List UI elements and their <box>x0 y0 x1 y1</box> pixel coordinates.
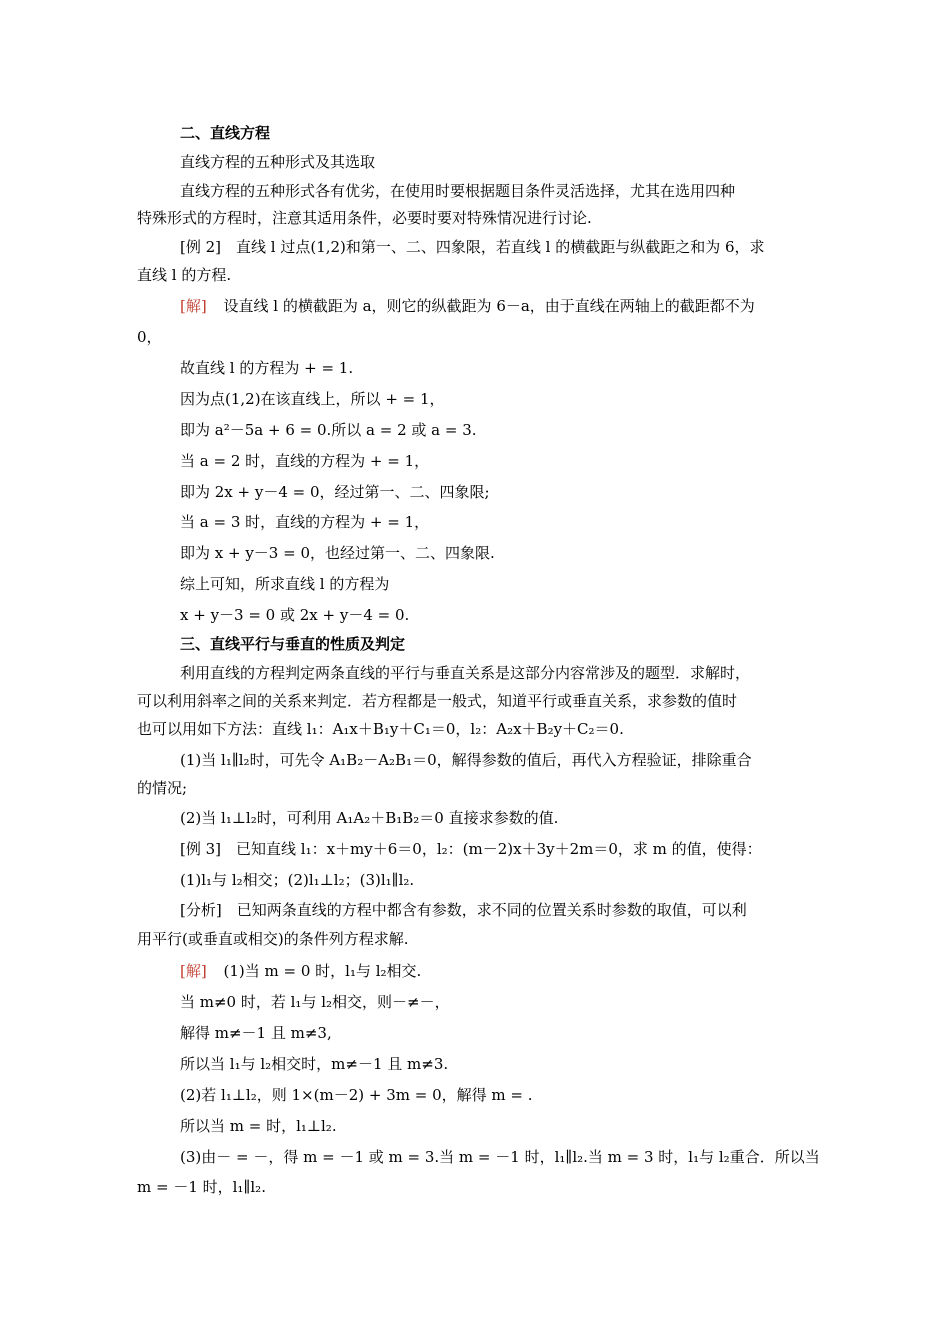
paragraph-line: 的情况; <box>137 779 188 797</box>
paragraph-line: 直线方程的五种形式各有优劣，在使用时要根据题目条件灵活选择，尤其在选用四种 <box>180 182 736 200</box>
subheading: 直线方程的五种形式及其选取 <box>180 153 376 171</box>
paragraph-line: 特殊形式的方程时，注意其适用条件，必要时要对特殊情况进行讨论. <box>137 209 592 227</box>
example-2-line: 直线 l 的方程. <box>137 266 232 284</box>
solution-line: 即为 2x + y－4 = 0，经过第一、二、四象限; <box>180 483 490 501</box>
solution-line: 所以当 l₁与 l₂相交时，m≠－1 且 m≠3. <box>180 1055 449 1073</box>
solution-line: 即为 x + y－3 = 0，也经过第一、二、四象限. <box>180 544 495 562</box>
example-3-line: (1)l₁与 l₂相交；(2)l₁⊥l₂；(3)l₁∥l₂. <box>180 871 415 889</box>
solution-line: 综上可知，所求直线 l 的方程为 <box>180 575 390 593</box>
solution-line: x + y－3 = 0 或 2x + y－4 = 0. <box>180 606 410 624</box>
solution-tag: [解] <box>180 962 207 980</box>
analysis-line: [分析] 已知两条直线的方程中都含有参数，求不同的位置关系时参数的取值，可以利 <box>180 901 747 919</box>
solution-line: 0， <box>137 328 162 346</box>
solution-line: 当 a = 2 时，直线的方程为 + = 1， <box>180 452 430 470</box>
paragraph-line: (1)当 l₁∥l₂时，可先令 A₁B₂－A₂B₁＝0，解得参数的值后，再代入方程验证，排除重合 <box>180 751 752 769</box>
section-heading-parallel-perpendicular: 三、直线平行与垂直的性质及判定 <box>180 635 406 653</box>
solution-line: 所以当 m = 时，l₁⊥l₂. <box>180 1117 337 1135</box>
solution-line: 当 a = 3 时，直线的方程为 + = 1， <box>180 513 430 531</box>
section-heading-line-equation: 二、直线方程 <box>180 124 271 142</box>
solution-line: 故直线 l 的方程为 + = 1. <box>180 359 354 377</box>
solution-line: 因为点(1,2)在该直线上，所以 + = 1， <box>180 390 445 408</box>
solution-line: 即为 a²－5a + 6 = 0.所以 a = 2 或 a = 3. <box>180 421 477 439</box>
solution-text: 设直线 l 的横截距为 a，则它的纵截距为 6－a，由于直线在两轴上的截距都不为 <box>223 297 755 315</box>
solution-line: 解得 m≠－1 且 m≠3, <box>180 1024 332 1042</box>
solution-text: (1)当 m = 0 时，l₁与 l₂相交. <box>223 962 422 980</box>
analysis-line: 用平行(或垂直或相交)的条件列方程求解. <box>137 930 409 948</box>
solution-line <box>180 961 830 981</box>
solution-tag: [解] <box>180 297 207 315</box>
paragraph-line: 也可以用如下方法：直线 l₁：A₁x＋B₁y＋C₁＝0，l₂：A₂x＋B₂y＋C₂＝0. <box>137 720 624 738</box>
example-3-line: [例 3] 已知直线 l₁：x＋my＋6＝0，l₂：(m－2)x＋3y＋2m＝0，求 m 的值，使得： <box>180 840 762 858</box>
solution-line: m = －1 时，l₁∥l₂. <box>137 1178 266 1196</box>
solution-line: (2)若 l₁⊥l₂，则 1×(m－2) + 3m = 0，解得 m = . <box>180 1086 533 1104</box>
solution-line <box>180 296 830 316</box>
paragraph-line: (2)当 l₁⊥l₂时，可利用 A₁A₂＋B₁B₂＝0 直接求参数的值. <box>180 809 559 827</box>
solution-line: (3)由－ = －，得 m = －1 或 m = 3.当 m = －1 时，l₁∥l₂.当 m = 3 时，l₁与 l₂重合．所以当 <box>180 1148 820 1166</box>
paragraph-line: 可以利用斜率之间的关系来判定．若方程都是一般式，知道平行或垂直关系，求参数的值时 <box>137 692 738 710</box>
paragraph-line: 利用直线的方程判定两条直线的平行与垂直关系是这部分内容常涉及的题型．求解时， <box>180 664 751 682</box>
example-2-line: [例 2] 直线 l 过点(1,2)和第一、二、四象限，若直线 l 的横截距与纵截距之和为 6，求 <box>180 238 765 256</box>
solution-line: 当 m≠0 时，若 l₁与 l₂相交，则－≠－， <box>180 993 450 1011</box>
